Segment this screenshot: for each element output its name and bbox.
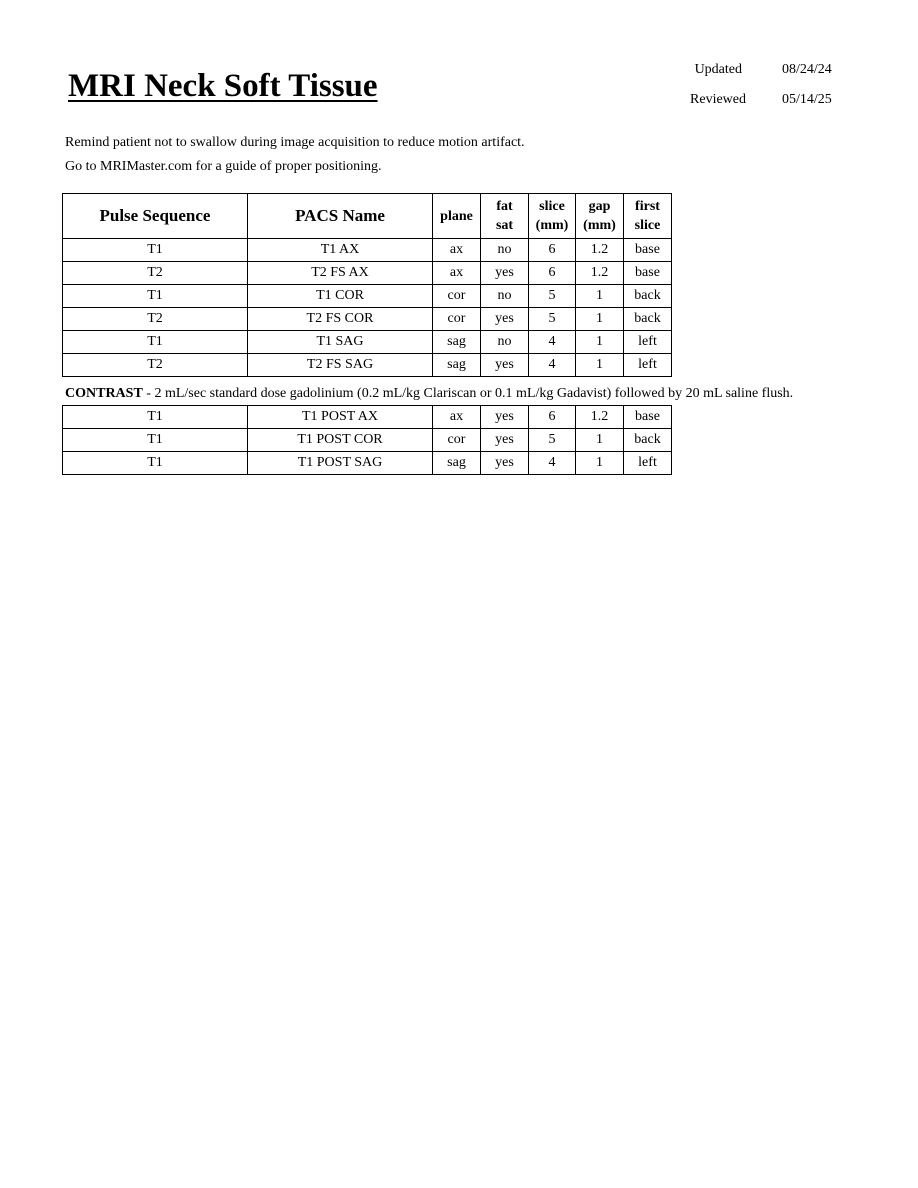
cell: 4 [529,452,576,475]
cell: base [624,262,672,285]
cell: 6 [529,262,576,285]
cell: T2 FS SAG [248,354,433,377]
cell: yes [481,354,529,377]
header-slice: slice (mm) [529,194,576,239]
cell: 1 [576,331,624,354]
table-row [63,285,672,308]
cell: cor [433,285,481,308]
cell: T1 POST SAG [248,452,433,475]
cell: 5 [529,429,576,452]
cell: 1 [576,429,624,452]
cell: 6 [529,239,576,262]
cell: base [624,406,672,429]
cell: T1 [63,285,248,308]
cell: left [624,354,672,377]
cell: T2 FS AX [248,262,433,285]
cell: T1 AX [248,239,433,262]
header-fat-sat: fat sat [481,194,529,239]
cell: left [624,452,672,475]
cell: no [481,331,529,354]
table-row [63,239,672,262]
cell: 1.2 [576,406,624,429]
cell: T1 COR [248,285,433,308]
cell: T1 POST COR [248,429,433,452]
table-row [63,452,672,475]
header-pulse-sequence: Pulse Sequence [63,194,248,239]
updated-date: 08/24/24 [782,62,832,77]
cell: T1 [63,239,248,262]
cell: sag [433,331,481,354]
table-row [63,354,672,377]
page-title: MRI Neck Soft Tissue [68,68,378,104]
contrast-instructions [65,386,793,402]
header-plane: plane [433,194,481,239]
header-first-slice: first slice [624,194,672,239]
cell: yes [481,308,529,331]
cell: T1 SAG [248,331,433,354]
cell: 4 [529,331,576,354]
cell: back [624,429,672,452]
cell: 4 [529,354,576,377]
cell: 6 [529,406,576,429]
cell: 1.2 [576,239,624,262]
updated-label: Updated [694,62,742,77]
cell: back [624,285,672,308]
cell: 1 [576,285,624,308]
cell: left [624,331,672,354]
cell: base [624,239,672,262]
contrast-text: - 2 mL/sec standard dose gadolinium (0.2 mL/kg Clariscan or 0.1 mL/kg Gadavist) followed by 20 mL saline flush. [142,386,794,401]
cell: 5 [529,285,576,308]
cell: T2 [63,262,248,285]
cell: 1 [576,452,624,475]
cell: T1 [63,429,248,452]
reviewed-label: Reviewed [690,92,746,107]
reviewed-date: 05/14/25 [782,92,832,107]
cell: T1 [63,452,248,475]
cell: 1 [576,308,624,331]
header-pacs-name: PACS Name [248,194,433,239]
note-positioning: Go to MRIMaster.com for a guide of proper positioning. [65,159,382,174]
cell: yes [481,262,529,285]
cell: T2 [63,354,248,377]
cell: 1.2 [576,262,624,285]
cell: ax [433,262,481,285]
header-gap: gap (mm) [576,194,624,239]
cell: cor [433,308,481,331]
cell: no [481,285,529,308]
cell: yes [481,452,529,475]
table-row [63,308,672,331]
cell: ax [433,406,481,429]
cell: cor [433,429,481,452]
cell: sag [433,354,481,377]
table-row [63,406,672,429]
cell: T1 [63,406,248,429]
cell: T1 POST AX [248,406,433,429]
table-row [63,429,672,452]
cell: 5 [529,308,576,331]
table-row [63,262,672,285]
cell: T2 FS COR [248,308,433,331]
cell: yes [481,406,529,429]
note-swallow: Remind patient not to swallow during image acquisition to reduce motion artifact. [65,135,525,150]
cell: yes [481,429,529,452]
table-row [63,331,672,354]
cell: back [624,308,672,331]
cell: no [481,239,529,262]
cell: ax [433,239,481,262]
cell: sag [433,452,481,475]
contrast-label: CONTRAST [65,386,143,401]
post-contrast-table [62,405,672,475]
cell: 1 [576,354,624,377]
protocol-table [62,193,672,377]
cell: T2 [63,308,248,331]
cell: T1 [63,331,248,354]
